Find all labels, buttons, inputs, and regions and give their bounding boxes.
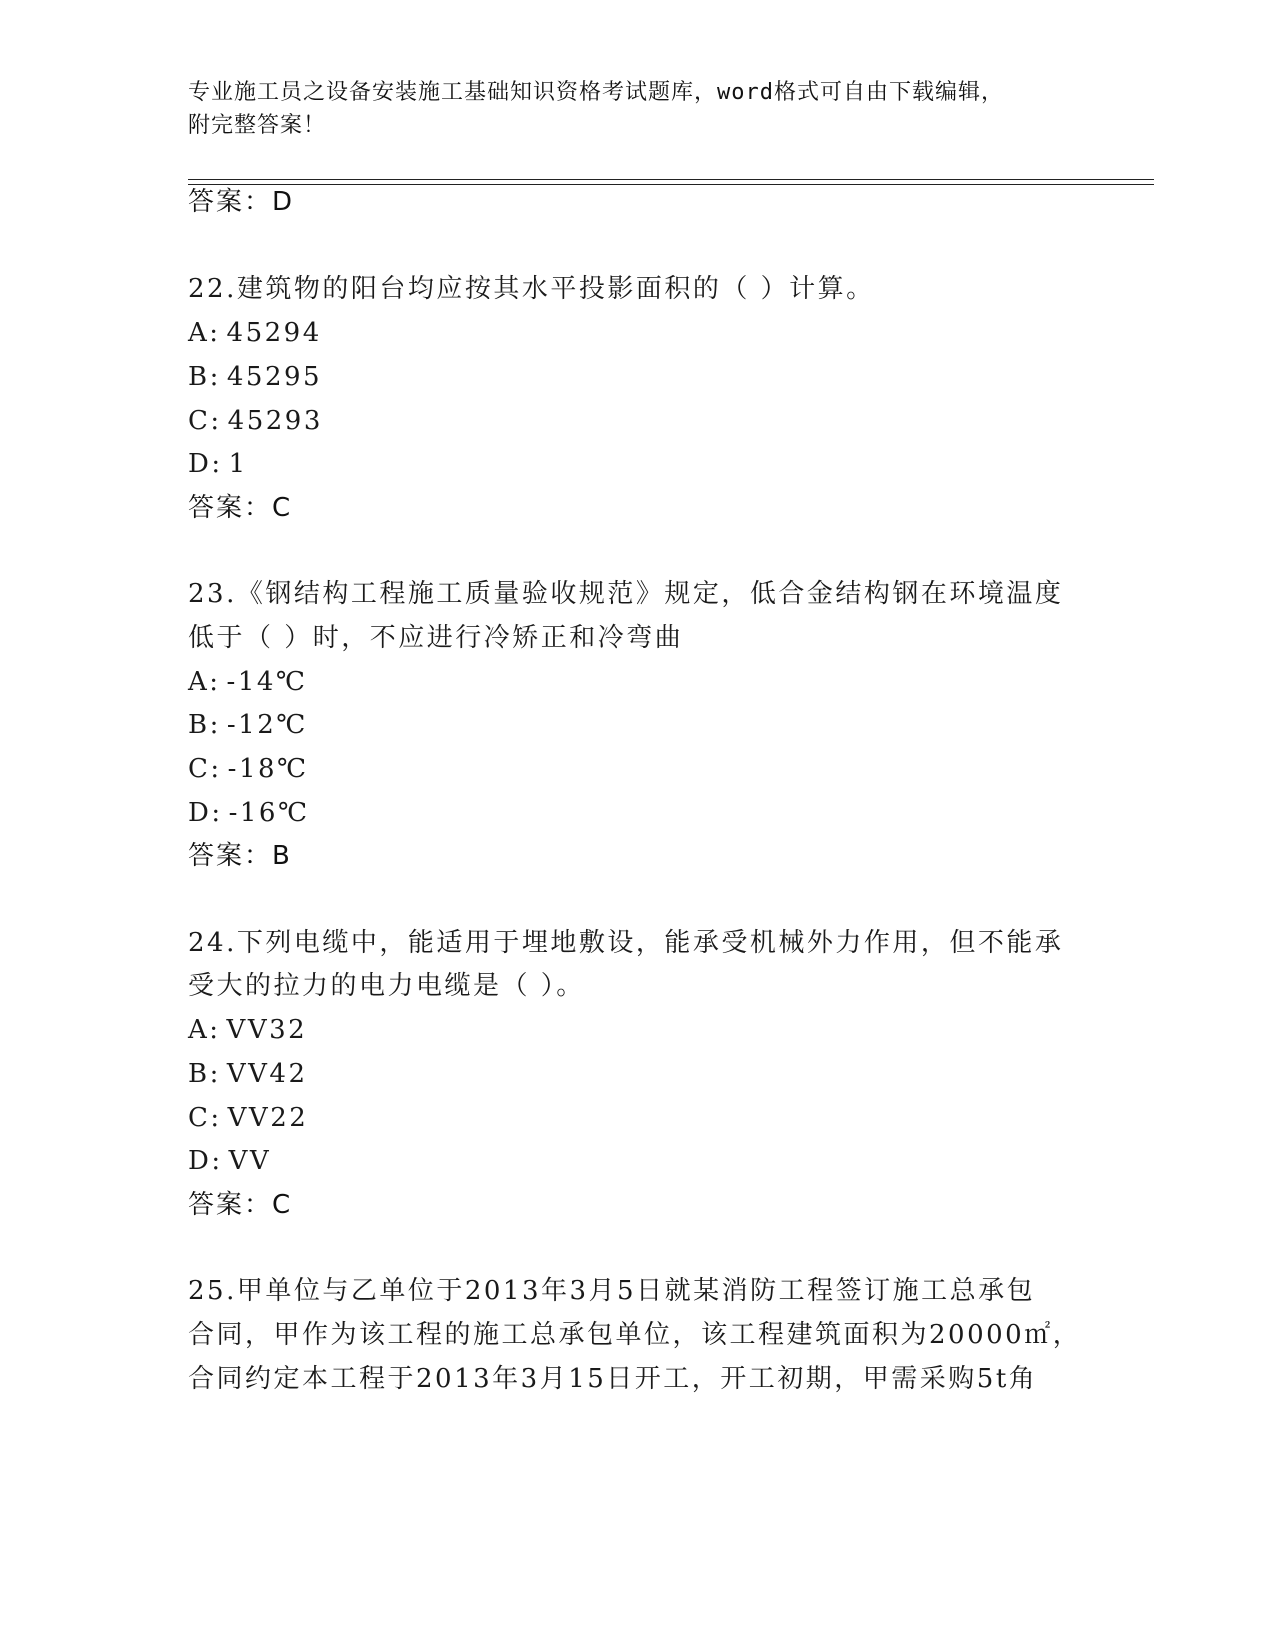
option-label: D: <box>188 798 223 828</box>
question-22-text: 22.建筑物的阳台均应按其水平投影面积的（ ）计算。 <box>188 274 875 304</box>
question-24-option-a <box>188 1014 307 1046</box>
option-value: -16℃ <box>228 798 310 828</box>
option-value: VV22 <box>227 1103 309 1133</box>
option-value: 1 <box>228 449 248 479</box>
question-22-answer: 答案：C <box>188 493 293 523</box>
option-value: VV <box>228 1146 272 1176</box>
question-22-option-a <box>188 317 322 349</box>
option-value: 45293 <box>227 406 323 436</box>
question-23-option-a <box>188 666 308 698</box>
option-value: -12℃ <box>226 710 308 740</box>
option-label: B: <box>188 362 221 392</box>
previous-answer: 答案：D <box>188 187 295 217</box>
option-label: C: <box>188 1103 222 1133</box>
question-25-text-line-1: 25.甲单位与乙单位于2013年3月5日就某消防工程签订施工总承包 <box>188 1276 1036 1306</box>
option-value: 45295 <box>226 362 323 392</box>
question-24-option-b <box>188 1058 308 1090</box>
option-value: VV32 <box>226 1015 308 1045</box>
option-label: B: <box>188 710 221 740</box>
question-23-answer: 答案：B <box>188 841 292 871</box>
option-value: 45294 <box>226 318 322 348</box>
option-value: VV42 <box>226 1059 308 1089</box>
option-label: A: <box>188 1015 221 1045</box>
question-23-option-d <box>188 797 310 829</box>
question-24-text-line-1: 24.下列电缆中，能适用于埋地敷设，能承受机械外力作用，但不能承 <box>188 928 1064 958</box>
option-value: -14℃ <box>226 667 308 697</box>
option-label: B: <box>188 1059 221 1089</box>
question-22-option-c <box>188 405 323 437</box>
question-23-option-c <box>188 753 309 785</box>
header-line-2: 附完整答案！ <box>188 113 327 138</box>
question-24-option-c <box>188 1102 308 1134</box>
option-label: C: <box>188 406 222 436</box>
option-value: -18℃ <box>227 754 309 784</box>
document-header <box>188 76 1088 142</box>
header-divider-bottom <box>188 184 1154 185</box>
question-24-option-d <box>188 1145 271 1177</box>
question-25-text-line-3: 合同约定本工程于2013年3月15日开工，开工初期，甲需采购5t角 <box>188 1364 1038 1394</box>
option-label: D: <box>188 449 223 479</box>
header-divider-top <box>188 179 1154 180</box>
question-23-text-line-1: 23.《钢结构工程施工质量验收规范》规定，低合金结构钢在环境温度 <box>188 579 1064 609</box>
option-label: C: <box>188 754 222 784</box>
option-label: D: <box>188 1146 223 1176</box>
question-22-option-d <box>188 448 248 480</box>
question-22-option-b <box>188 361 322 393</box>
question-23-option-b <box>188 709 308 741</box>
header-line-1: 专业施工员之设备安装施工基础知识资格考试题库，word格式可自由下载编辑， <box>188 80 1004 105</box>
option-label: A: <box>188 318 221 348</box>
question-24-text-line-2: 受大的拉力的电力电缆是（ ）。 <box>188 971 585 1001</box>
question-25-text-line-2: 合同，甲作为该工程的施工总承包单位，该工程建筑面积为20000㎡， <box>188 1320 1082 1350</box>
question-23-text-line-2: 低于（ ）时，不应进行冷矫正和冷弯曲 <box>188 623 684 653</box>
question-24-answer: 答案：C <box>188 1190 293 1220</box>
option-label: A: <box>188 667 221 697</box>
